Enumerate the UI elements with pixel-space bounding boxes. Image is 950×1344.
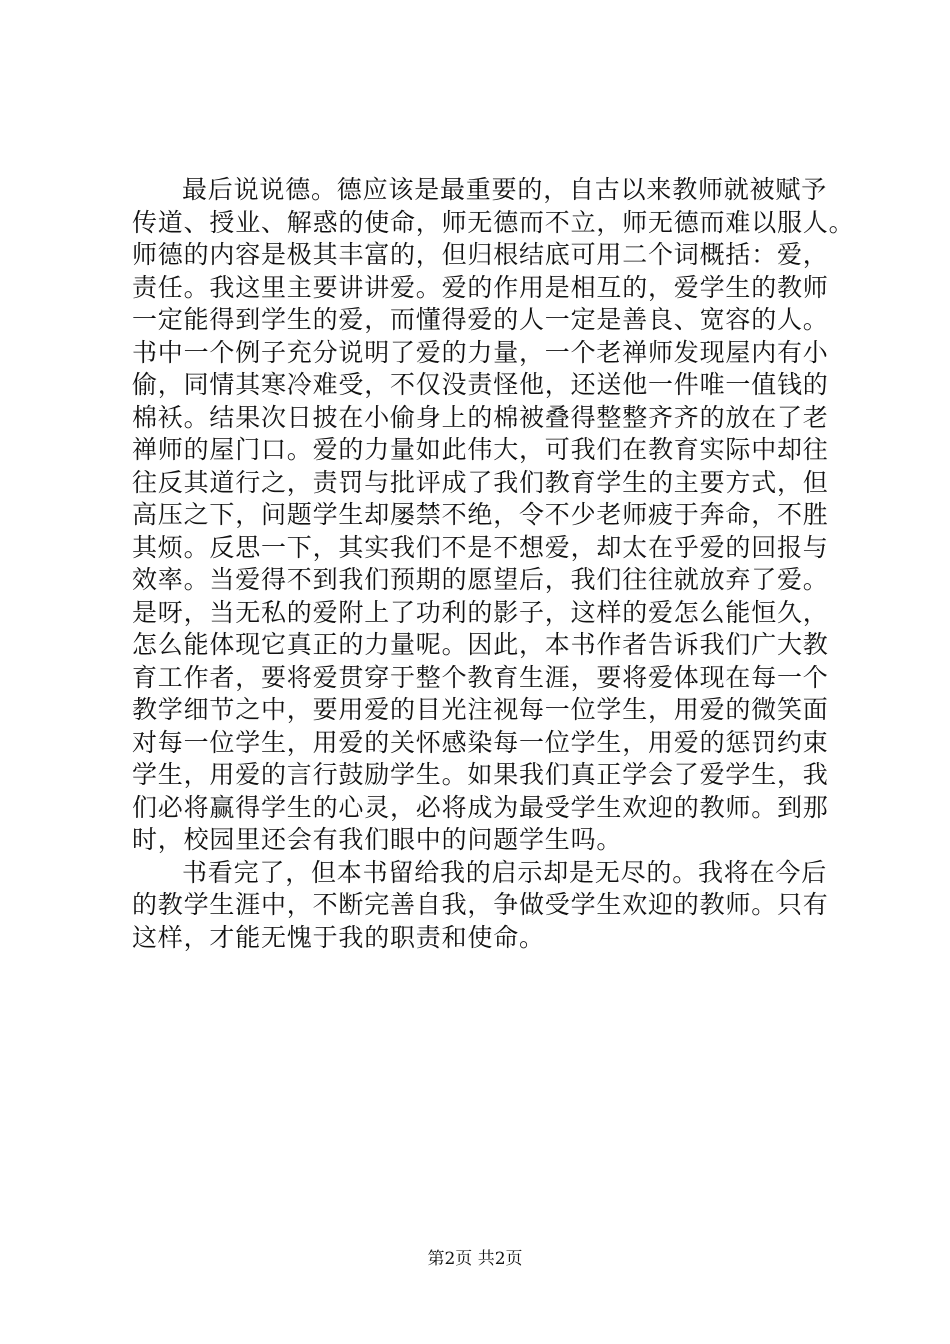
paragraph-2 <box>132 857 842 955</box>
text-line: 最后说说德。德应该是最重要的，自古以来教师就被赋予 <box>182 175 828 204</box>
text-line: 高压之下，问题学生却屡禁不绝，令不少老师疲于奔命，不胜 <box>132 500 829 529</box>
text-line: 是呀，当无私的爱附上了功利的影子，这样的爱怎么能恒久， <box>132 597 829 627</box>
text-line: 对每一位学生，用爱的关怀感染每一位学生，用爱的惩罚约束 <box>132 727 829 757</box>
text-line: 书看完了，但本书留给我的启示却是无尽的。我将在今后 <box>182 857 828 887</box>
text-line: 责任。我这里主要讲讲爱。爱的作用是相互的，爱学生的教师 <box>132 272 829 302</box>
document-body <box>132 174 855 954</box>
text-line: 教学细节之中，要用爱的目光注视每一位学生，用爱的微笑面 <box>132 695 829 724</box>
text-line: 怎么能体现它真正的力量呢。因此，本书作者告诉我们广大教 <box>132 630 829 659</box>
text-line: 一定能得到学生的爱，而懂得爱的人一定是善良、宽容的人。 <box>132 305 829 334</box>
text-line: 偷，同情其寒冷难受，不仅没责怪他，还送他一件唯一值钱的 <box>132 370 829 399</box>
text-line: 往反其道行之，责罚与批评成了我们教育学生的主要方式，但 <box>132 467 829 497</box>
text-line: 学生，用爱的言行鼓励学生。如果我们真正学会了爱学生，我 <box>132 760 829 789</box>
text-line: 书中一个例子充分说明了爱的力量，一个老禅师发现屋内有小 <box>132 337 829 367</box>
text-line: 效率。当爱得不到我们预期的愿望后，我们往往就放弃了爱。 <box>132 565 829 594</box>
text-line: 时，校园里还会有我们眼中的问题学生吗。 <box>132 825 623 854</box>
text-line: 的教学生涯中，不断完善自我，争做受学生欢迎的教师。只有 <box>132 890 829 919</box>
text-line: 棉袄。结果次日披在小偷身上的棉被叠得整整齐齐的放在了老 <box>132 402 829 432</box>
text-line: 们必将赢得学生的心灵，必将成为最受学生欢迎的教师。到那 <box>132 792 829 822</box>
page-number-footer: 第2页 共2页 <box>427 1249 523 1269</box>
text-line: 传道、授业、解惑的使命，师无德而不立，师无德而难以服人。 <box>132 207 855 237</box>
text-line: 育工作者，要将爱贯穿于整个教育生涯，要将爱体现在每一个 <box>132 662 829 692</box>
text-line: 师德的内容是极其丰富的，但归根结底可用二个词概括：爱， <box>132 240 829 269</box>
text-line: 禅师的屋门口。爱的力量如此伟大，可我们在教育实际中却往 <box>132 435 829 464</box>
text-line: 其烦。反思一下，其实我们不是不想爱，却太在乎爱的回报与 <box>132 532 829 562</box>
paragraph-1 <box>132 174 855 857</box>
text-line: 这样，才能无愧于我的职责和使命。 <box>132 922 545 952</box>
